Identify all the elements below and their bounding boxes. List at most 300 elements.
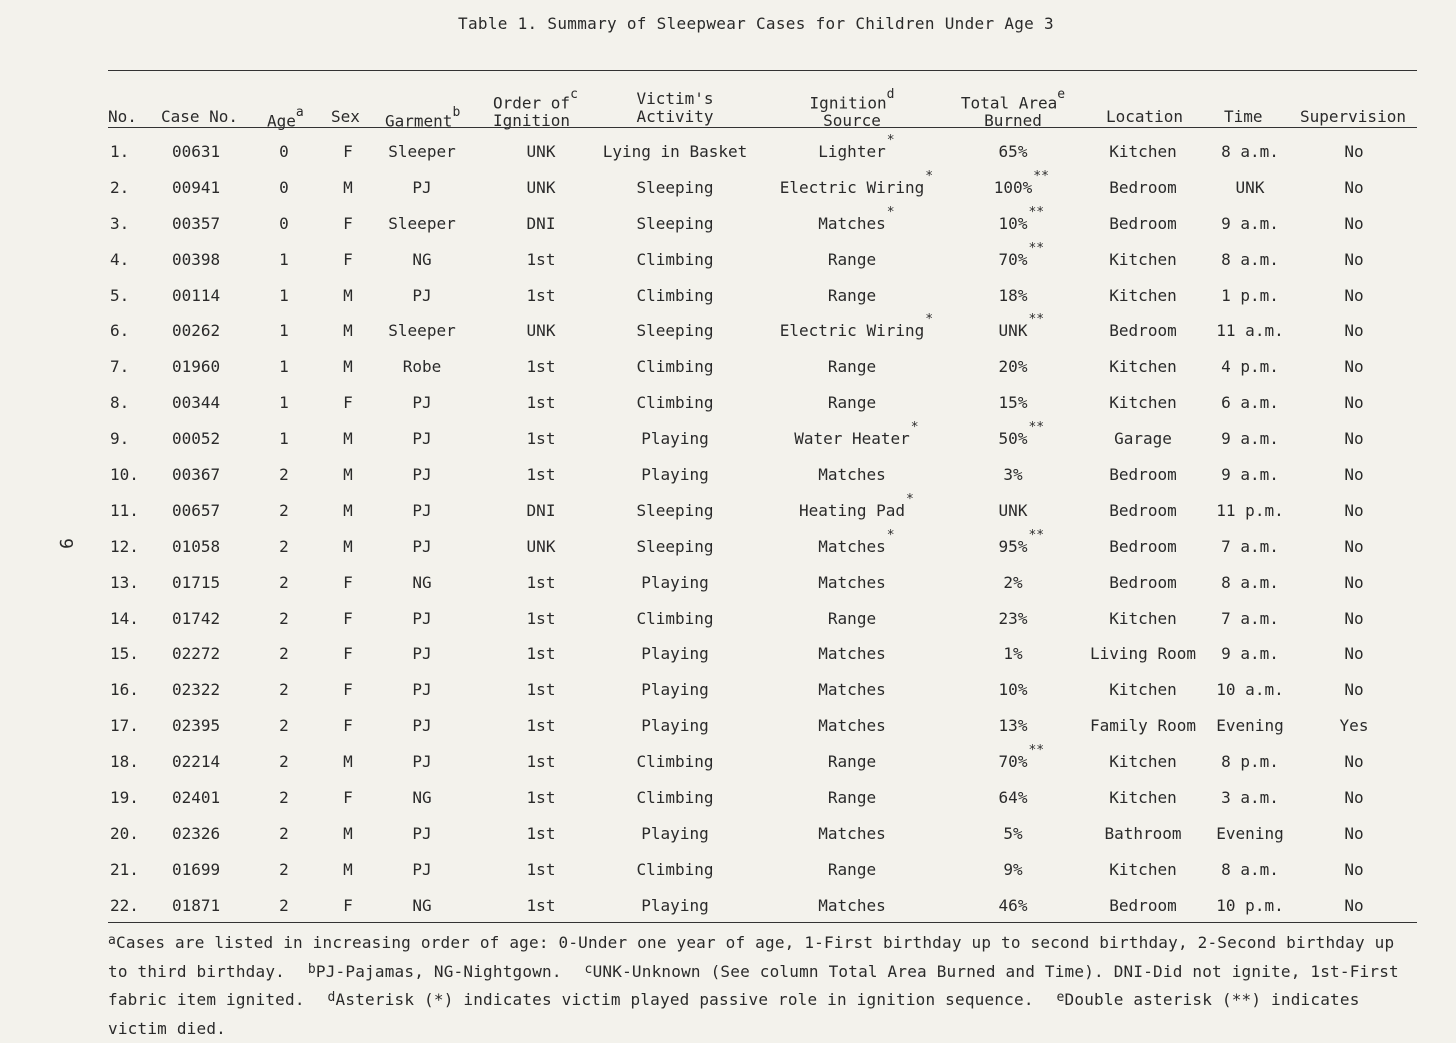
cell-no [110, 752, 139, 771]
cell-no-text: 7. [110, 357, 130, 377]
cell-garment-text: PJ [412, 177, 432, 197]
cell-sex-text: F [343, 716, 353, 736]
cell-case-no [172, 465, 220, 484]
table-row [0, 349, 1456, 385]
cell-time-text: 3 a.m. [1221, 788, 1279, 808]
cell-area-burned [1003, 573, 1022, 592]
cell-sex [343, 680, 353, 699]
cell-order [527, 321, 556, 340]
cell-sex [343, 321, 353, 340]
cell-no-text: 17. [110, 716, 139, 736]
cell-sex [343, 824, 353, 843]
cell-age-text: 2 [279, 716, 289, 736]
cell-case-no [172, 609, 220, 628]
cell-garment [412, 788, 431, 807]
cell-garment-text: PJ [412, 680, 432, 700]
cell-sex [343, 250, 353, 269]
cell-garment [388, 214, 455, 233]
cell-supervision [1344, 178, 1363, 197]
cell-time [1221, 644, 1279, 663]
header-case-no: Case No. [161, 107, 239, 126]
cell-time-text: 8 a.m. [1221, 249, 1279, 269]
cell-age-text: 1 [279, 393, 289, 413]
cell-case-no [172, 573, 220, 592]
cell-activity-text: Playing [641, 895, 709, 915]
cell-order-text: 1st [526, 429, 556, 449]
cell-garment [412, 573, 431, 592]
header-order-of-ignition: Order $of^c$ Ignition [493, 87, 578, 131]
cell-activity-text: Climbing [636, 249, 714, 269]
cell-activity-text: Lying in Basket [602, 142, 748, 161]
died-marker: ** [1033, 168, 1049, 184]
cell-ignition-source [818, 896, 885, 915]
cell-garment-text: PJ [412, 465, 432, 485]
cell-supervision-text: No [1344, 249, 1364, 269]
cell-ignition-source [779, 168, 934, 197]
cell-activity-text: Climbing [636, 393, 714, 413]
cell-case-no [172, 752, 220, 771]
cell-case-no-text: 01715 [172, 572, 221, 592]
cell-case-no-text: 01960 [172, 357, 221, 377]
table-row [0, 170, 1456, 206]
cell-garment-text: Robe [402, 357, 442, 377]
cell-garment [388, 321, 455, 340]
cell-no [110, 644, 139, 663]
cell-activity [636, 286, 713, 305]
cell-location-text: Garage [1114, 429, 1172, 449]
cell-ignition-source [818, 680, 885, 699]
cell-order [527, 214, 556, 233]
cell-activity-text: Climbing [636, 285, 714, 305]
cell-sex [343, 860, 353, 879]
cell-time [1236, 178, 1265, 197]
cell-order [527, 357, 556, 376]
cell-no [110, 896, 139, 915]
cell-activity [636, 609, 713, 628]
cell-time-text: Evening [1216, 716, 1284, 736]
cell-case-no [172, 644, 220, 663]
cell-no-text: 9. [110, 429, 130, 449]
cell-order-text: 1st [526, 644, 556, 664]
cell-supervision [1344, 644, 1363, 663]
cell-supervision [1344, 142, 1363, 161]
cell-sex [343, 465, 353, 484]
cell-activity [636, 788, 713, 807]
cell-garment [412, 896, 431, 915]
cell-case-no-text: 02272 [172, 644, 221, 664]
cell-no-text: 18. [110, 752, 139, 772]
cell-location [1109, 214, 1176, 233]
cell-area-burned [999, 501, 1028, 520]
cell-time [1216, 501, 1283, 520]
cell-area-burned-text: 50% [998, 429, 1028, 449]
cell-area-burned [1003, 465, 1022, 484]
cell-supervision [1344, 896, 1363, 915]
cell-activity-text: Playing [641, 465, 709, 485]
cell-activity [636, 357, 713, 376]
cell-location-text: Kitchen [1109, 752, 1177, 772]
cell-area-burned [999, 788, 1028, 807]
cell-area-burned [1003, 824, 1022, 843]
cell-area-burned-text: 10% [998, 680, 1028, 700]
cell-time-text: Evening [1216, 823, 1284, 843]
cell-sex-text: F [343, 895, 353, 915]
cell-ignition-source [818, 824, 885, 843]
cell-area-burned-text: 5% [1003, 823, 1023, 843]
cell-supervision [1344, 465, 1363, 484]
cell-ignition-source-text: Range [827, 285, 877, 305]
top-rule [108, 70, 1417, 71]
cell-case-no-text: 02395 [172, 716, 221, 736]
cell-case-no-text: 00631 [172, 142, 221, 161]
cell-time-text: 9 a.m. [1221, 644, 1279, 664]
cell-case-no-text: 01871 [172, 895, 221, 915]
cell-age [279, 752, 289, 771]
cell-order [527, 250, 556, 269]
footnote-d-marker: d [327, 990, 336, 1005]
header-age: Age$^a$ [267, 105, 304, 131]
table-row [0, 744, 1456, 780]
cell-age-text: 2 [279, 680, 289, 700]
cell-sex-text: M [343, 429, 353, 449]
cell-order [527, 537, 556, 556]
cell-order-text: DNI [526, 500, 556, 520]
cell-ignition-source-text: Range [827, 752, 877, 772]
cell-no [110, 824, 139, 843]
cell-area-burned-text: UNK [998, 500, 1028, 520]
cell-time [1216, 321, 1283, 340]
cell-supervision-text: No [1344, 788, 1364, 808]
cell-case-no-text: 00398 [172, 249, 221, 269]
cell-case-no [172, 286, 220, 305]
table-body [0, 134, 1456, 924]
footnote-c: UNK-Unknown (See column Total Area Burned and Time). DNI-Did not ignite, 1st-First fabric item ignited. [108, 961, 1399, 1009]
cell-garment-text: NG [412, 788, 432, 808]
cell-activity-text: Playing [641, 644, 709, 664]
cell-area-burned-text: 9% [1003, 859, 1023, 879]
cell-location-text: Living Room [1090, 644, 1196, 664]
cell-time-text: 7 a.m. [1221, 536, 1279, 556]
cell-no-text: 5. [110, 285, 130, 305]
cell-age-text: 1 [279, 249, 289, 269]
cell-time [1221, 609, 1279, 628]
cell-sex-text: M [343, 285, 353, 305]
cell-sex-text: M [343, 465, 353, 485]
cell-ignition-source [828, 286, 876, 305]
cell-time [1216, 680, 1283, 699]
cell-ignition-source [818, 133, 895, 161]
cell-age-text: 2 [279, 536, 289, 556]
cell-garment [412, 429, 431, 448]
cell-case-no-text: 02214 [172, 752, 221, 772]
cell-case-no [172, 896, 220, 915]
cell-ignition-source [818, 465, 885, 484]
cell-time-text: UNK [1235, 177, 1265, 197]
cell-age [279, 250, 289, 269]
cell-age-text: 2 [279, 895, 289, 915]
cell-age [279, 537, 289, 556]
cell-garment [412, 286, 431, 305]
cell-location-text: Kitchen [1109, 357, 1177, 377]
cell-area-burned [999, 716, 1028, 735]
cell-area-burned-text: 10% [998, 213, 1028, 233]
cell-no [110, 680, 139, 699]
cell-location-text: Bedroom [1109, 500, 1177, 520]
cell-location-text: Kitchen [1109, 249, 1177, 269]
cell-age [279, 429, 289, 448]
cell-no-text: 8. [110, 393, 130, 413]
cell-ignition-source [799, 491, 914, 520]
cell-activity-text: Sleeping [636, 213, 714, 233]
cell-age-text: 2 [279, 859, 289, 879]
cell-garment-text: PJ [412, 429, 432, 449]
table-row [0, 493, 1456, 529]
cell-age [279, 142, 289, 161]
cell-age [279, 393, 289, 412]
cell-case-no [172, 824, 220, 843]
cell-order-text: 1st [526, 788, 556, 808]
cell-case-no-text: 01699 [172, 859, 221, 879]
cell-garment [412, 465, 431, 484]
cell-ignition-source-text: Matches [818, 823, 886, 843]
cell-supervision [1344, 752, 1363, 771]
cell-supervision [1340, 716, 1369, 735]
cell-supervision [1344, 501, 1363, 520]
cell-order [527, 752, 556, 771]
cell-area-burned-text: 1% [1003, 644, 1023, 664]
header-garment: Garment$^b$ [385, 105, 461, 131]
cell-sex-text: F [343, 608, 353, 628]
cell-ignition-source-text: Electric Wiring [779, 177, 925, 197]
cell-location-text: Kitchen [1109, 393, 1177, 413]
cell-time [1221, 214, 1279, 233]
header-location: Location [1106, 107, 1184, 126]
passive-role-marker: * [886, 133, 895, 148]
table-row [0, 278, 1456, 314]
cell-area-burned [999, 286, 1028, 305]
cell-age-text: 2 [279, 500, 289, 520]
cell-case-no-text: 02322 [172, 680, 221, 700]
cell-supervision [1344, 573, 1363, 592]
cell-ignition-source-text: Matches [818, 644, 886, 664]
cell-time [1221, 788, 1279, 807]
cell-time-text: 8 a.m. [1221, 859, 1279, 879]
cell-area-burned [998, 204, 1045, 233]
bottom-rule [108, 922, 1417, 923]
cell-age-text: 1 [279, 285, 289, 305]
cell-ignition-source [828, 609, 876, 628]
cell-location-text: Bedroom [1109, 572, 1177, 592]
cell-sex-text: F [343, 680, 353, 700]
cell-no-text: 3. [110, 213, 130, 233]
cell-no-text: 22. [110, 895, 139, 915]
cell-supervision-text: Yes [1339, 716, 1369, 736]
cell-location [1109, 788, 1176, 807]
cell-location-text: Bedroom [1109, 895, 1177, 915]
cell-case-no-text: 00052 [172, 429, 221, 449]
cell-order [527, 824, 556, 843]
cell-age [279, 824, 289, 843]
cell-time [1221, 860, 1279, 879]
table-row [0, 636, 1456, 672]
cell-time-text: 6 a.m. [1221, 393, 1279, 413]
cell-age-text: 2 [279, 644, 289, 664]
cell-activity [641, 465, 708, 484]
cell-activity [641, 429, 708, 448]
cell-ignition-source-text: Range [827, 393, 877, 413]
cell-area-burned [998, 743, 1045, 772]
cell-activity-text: Sleeping [636, 536, 714, 556]
cell-location [1109, 860, 1176, 879]
cell-activity [636, 501, 713, 520]
cell-age [279, 286, 289, 305]
cell-no-text: 16. [110, 680, 139, 700]
cell-garment-text: Sleeper [388, 142, 456, 161]
cell-supervision [1344, 824, 1363, 843]
cell-supervision [1344, 250, 1363, 269]
cell-sex [343, 142, 353, 161]
cell-garment [412, 609, 431, 628]
cell-no-text: 1. [110, 142, 130, 161]
cell-no [110, 178, 129, 197]
cell-garment [412, 860, 431, 879]
cell-no [110, 393, 129, 412]
table-row [0, 421, 1456, 457]
cell-sex-text: F [343, 213, 353, 233]
cell-age-text: 2 [279, 465, 289, 485]
cell-no-text: 10. [110, 465, 139, 485]
cell-case-no [172, 537, 220, 556]
cell-location [1109, 393, 1176, 412]
cell-garment-text: PJ [412, 644, 432, 664]
cell-time-text: 10 a.m. [1216, 680, 1284, 700]
cell-location [1109, 465, 1176, 484]
cell-sex [343, 286, 353, 305]
cell-ignition-source-text: Matches [818, 536, 886, 556]
cell-sex [343, 573, 353, 592]
cell-activity-text: Climbing [636, 752, 714, 772]
cell-case-no [172, 321, 220, 340]
cell-case-no-text: 01058 [172, 536, 221, 556]
cell-garment [403, 357, 442, 376]
cell-area-burned [999, 609, 1028, 628]
cell-sex-text: M [343, 357, 353, 377]
cell-area-burned [1003, 644, 1022, 663]
cell-order [527, 393, 556, 412]
header-supervision: Supervision [1300, 107, 1406, 126]
cell-time [1221, 250, 1279, 269]
cell-supervision-text: No [1344, 393, 1364, 413]
header-ignition-source: Ignition$^d$ Source [809, 87, 895, 131]
cell-area-burned [1003, 860, 1022, 879]
cell-ignition-source-text: Matches [818, 680, 886, 700]
table-title: Table 1. Summary of Sleepwear Cases for Children Under Age 3 [458, 14, 1054, 33]
cell-no-text: 13. [110, 572, 139, 592]
passive-role-marker: * [905, 491, 914, 507]
cell-time-text: 8 a.m. [1221, 572, 1279, 592]
cell-no-text: 2. [110, 177, 130, 197]
cell-order-text: UNK [526, 321, 556, 341]
cell-no [110, 214, 129, 233]
cell-area-burned-text: 15% [998, 393, 1028, 413]
cell-activity [636, 752, 713, 771]
died-marker: ** [1028, 420, 1045, 436]
cell-sex-text: M [343, 321, 353, 341]
cell-order [527, 680, 556, 699]
cell-age-text: 2 [279, 752, 289, 772]
cell-case-no [172, 214, 220, 233]
cell-sex-text: F [343, 644, 353, 664]
cell-area-burned [999, 357, 1028, 376]
cell-time [1221, 429, 1279, 448]
cell-ignition-source-text: Range [827, 249, 877, 269]
passive-role-marker: * [886, 204, 895, 220]
cell-garment-text: PJ [412, 859, 432, 879]
cell-age [279, 465, 289, 484]
cell-order-text: 1st [526, 572, 556, 592]
cell-case-no [172, 788, 220, 807]
cell-no [110, 860, 139, 879]
cell-age [279, 357, 289, 376]
cell-ignition-source [828, 752, 876, 771]
cell-case-no-text: 00657 [172, 500, 221, 520]
cell-age [279, 573, 289, 592]
cell-age-text: 0 [279, 213, 289, 233]
cell-age [279, 716, 289, 735]
cell-order-text: 1st [526, 608, 556, 628]
cell-area-burned-text: 23% [998, 608, 1028, 628]
cell-ignition-source-text: Water Heater [794, 429, 910, 449]
cell-area-burned-text: 18% [998, 285, 1028, 305]
cell-activity [641, 896, 708, 915]
cell-order-text: 1st [526, 752, 556, 772]
cell-supervision-text: No [1344, 608, 1364, 628]
cell-area-burned-text: 2% [1003, 572, 1023, 592]
cell-ignition-source-text: Electric Wiring [779, 321, 925, 341]
cell-location-text: Kitchen [1109, 788, 1177, 808]
cell-time [1221, 357, 1279, 376]
cell-activity-text: Playing [641, 680, 709, 700]
cell-garment [412, 644, 431, 663]
cell-sex-text: F [343, 393, 353, 413]
cell-order-text: UNK [526, 536, 556, 556]
cell-location [1090, 716, 1196, 735]
cell-garment-text: Sleeper [388, 213, 456, 233]
cell-activity-text: Climbing [636, 357, 714, 377]
table-row [0, 601, 1456, 637]
cell-ignition-source [794, 420, 919, 449]
cell-supervision [1344, 788, 1363, 807]
cell-case-no-text: 00262 [172, 321, 221, 341]
cell-age [279, 609, 289, 628]
cell-no [110, 357, 129, 376]
cell-sex-text: M [343, 500, 353, 520]
cell-order-text: UNK [526, 177, 556, 197]
footnote-a-marker: a [108, 933, 117, 948]
cell-activity [641, 573, 708, 592]
cell-area-burned-text: 100% [993, 177, 1033, 197]
cell-garment-text: PJ [412, 716, 432, 736]
cell-sex [343, 644, 353, 663]
cell-sex [343, 501, 353, 520]
cell-area-burned [998, 240, 1045, 269]
cell-garment [412, 501, 431, 520]
cell-location [1109, 357, 1176, 376]
header-no: No. [108, 107, 137, 126]
cell-case-no [172, 142, 220, 161]
cell-sex-text: M [343, 859, 353, 879]
cell-supervision-text: No [1344, 680, 1364, 700]
